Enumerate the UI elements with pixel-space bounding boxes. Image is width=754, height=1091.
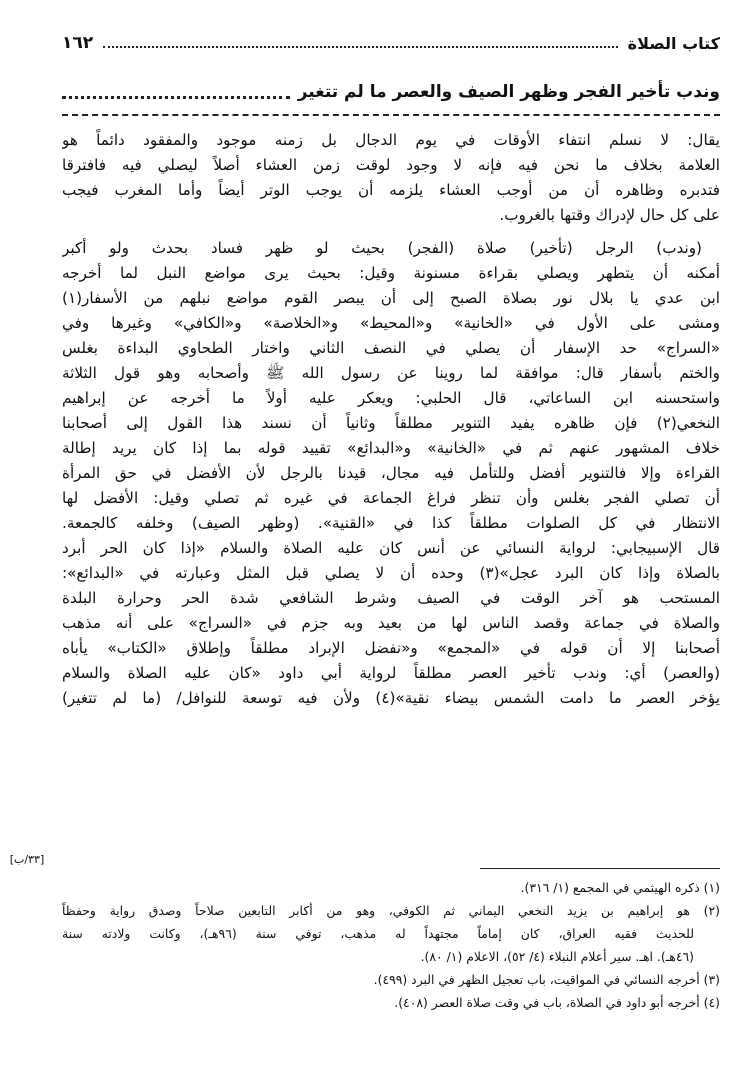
text-line: المستحب هو آخر الوقت في الصيف وشرط الشافعي شدة الحر وحرارة البلدة xyxy=(62,589,720,607)
footnote-continuation: للحديث فقيه العراق، كان إماماً مجتهداً له مذهب، توفي سنة (٩٦هـ)، وكانت ولادته سنة xyxy=(62,926,695,941)
text-line: فتدبره وظاهره أن من أوجب العشاء يلزمه أن يوجب الوتر أيضاً وأما المغرب فيجب xyxy=(62,181,720,199)
paragraph-gap xyxy=(62,228,720,236)
text-line: قال الإسبيجابي: لرواية النسائي عن أنس كان عليه الصلاة والسلام «إذا كان الحر أبرد xyxy=(62,539,720,557)
section-heading xyxy=(62,82,720,102)
manuscript-folio-marker: [٣٣/ب] xyxy=(9,853,45,866)
book-title: كتاب الصلاة xyxy=(627,33,720,53)
text-line: على كل حال لإدراك وقتها بالغروب. xyxy=(499,206,720,224)
footnote: (١) ذكره الهيثمي في المجمع (١/ ٣١٦). xyxy=(520,880,720,895)
body-text xyxy=(62,128,720,711)
footnote-continuation: (٤٦هـ). اهـ. سير أعلام النبلاء (٤/ ٥٢)، الاعلام (١/ ٨٠). xyxy=(420,949,694,964)
text-line: والختم بأسفار قال: موافقة لما روينا عن رسول الله ﷺ وأصحابه وهو قول الثلاثة xyxy=(62,364,720,382)
text-line: أمكنه أن يتطهر ويصلي بقراءة مسنونة وقيل: بحيث يرى مواضع النبل لما أخرجه xyxy=(62,264,720,282)
text-line: «السراج» حد الإسفار أن يصلي في النصف الثاني واختار الطحاوي البداءة بغلس xyxy=(62,339,720,357)
running-header xyxy=(62,28,720,58)
heading-dot-leader xyxy=(62,96,290,99)
text-line: ابن عدي يا بلال نور بصلاة الصبح إلى أن يبصر القوم مواضع نبلهم من الأسفار(١) xyxy=(62,289,720,307)
text-line: الانتظار في كل الصلوات مطلقاً كذا في «القنية». (وظهر الصيف) وخلفه كالجمعة. xyxy=(62,514,720,532)
text-line: النخعي(٢) فإن ظاهره يفيد التنوير مطلقاً وثانياً أن نسند هذا القول إلى أصحابنا xyxy=(62,414,720,432)
text-line: يقال: لا نسلم انتفاء الأوقات في يوم الدجال بل زمنه موجود والمفقود دائماً هو xyxy=(62,131,720,149)
text-line: بالصلاة وإذا كان البرد عجل»(٣) وحده أن لا يصلي قبل المثل وعبارته في «البدائع»: xyxy=(62,564,720,582)
text-line: يؤخر العصر ما دامت الشمس بيضاء نقية»(٤) ولأن فيه توسعة للنوافل/ (ما لم تتغير) xyxy=(62,689,720,707)
text-line: العلامة بخلاف ما نحن فيه فإنه لا وجود لوقت زمن العشاء أصلاً ليصلي فيه فافترقا xyxy=(62,156,720,174)
footnote: (٢) هو إبراهيم بن يزيد النخعي اليماني ثم الكوفي، وهو من أكابر التابعين صلاحاً وصدق رواية وحفظاً xyxy=(62,903,720,918)
text-line: واستحسنه ابن الساعاتي، قال الحلبي: ويعكر عليه أولاً ما أخرجه عن إبراهيم xyxy=(62,389,720,407)
section-heading-text: وندب تأخير الفجر وظهر الصيف والعصر ما لم تتغير xyxy=(297,82,720,102)
section-divider xyxy=(62,114,720,116)
text-line: القراءة وإلا فالتنوير أفضل وللتأمل فيه مجال، قيدنا بالرجل لأن الأفضل في حق المرأة xyxy=(62,464,720,482)
text-line: خلاف المشهور عنهم ثم في «الخانية» و«البدائع» تقييد قوله بما إذا كان يريد إطالة xyxy=(62,439,720,457)
text-line: أن تصلي الفجر بغلس وأن تنظر فراغ الجماعة في غيره ثم تصلي وقيل: الأفضل لها xyxy=(62,489,720,507)
text-line: (والعصر) أي: وندب تأخير العصر مطلقاً لرواية أبي داود «كان عليه الصلاة والسلام xyxy=(62,664,720,682)
footnote-divider xyxy=(480,868,720,869)
header-dot-leader xyxy=(103,46,618,48)
text-line: (وندب) الرجل (تأخير) صلاة (الفجر) بحيث لو ظهر فساد بحدث ولو أكبر xyxy=(62,239,702,257)
footnote: (٤) أخرجه أبو داود في الصلاة، باب في وقت صلاة العصر (٤٠٨). xyxy=(394,995,720,1010)
footnote: (٣) أخرجه النسائي في المواقيت، باب تعجيل الظهر في البرد (٤٩٩). xyxy=(373,972,720,987)
footnotes xyxy=(62,876,720,1014)
text-line: والصلاة في جماعة وقصد الناس لها من بعيد وبه جزم في «السراج» على أنه مذهب xyxy=(62,614,720,632)
text-line: ومشى على الأول في «الخانية» و«المحيط» و«الخلاصة» و«الكافي» وغيرها وفي xyxy=(62,314,720,332)
page-number: ١٦٢ xyxy=(62,33,94,53)
text-line: أصحابنا إلا أن قوله في «المجمع» و«نفضل الإبراد مطلقاً وإطلاق «الكتاب» يأباه xyxy=(62,639,720,657)
